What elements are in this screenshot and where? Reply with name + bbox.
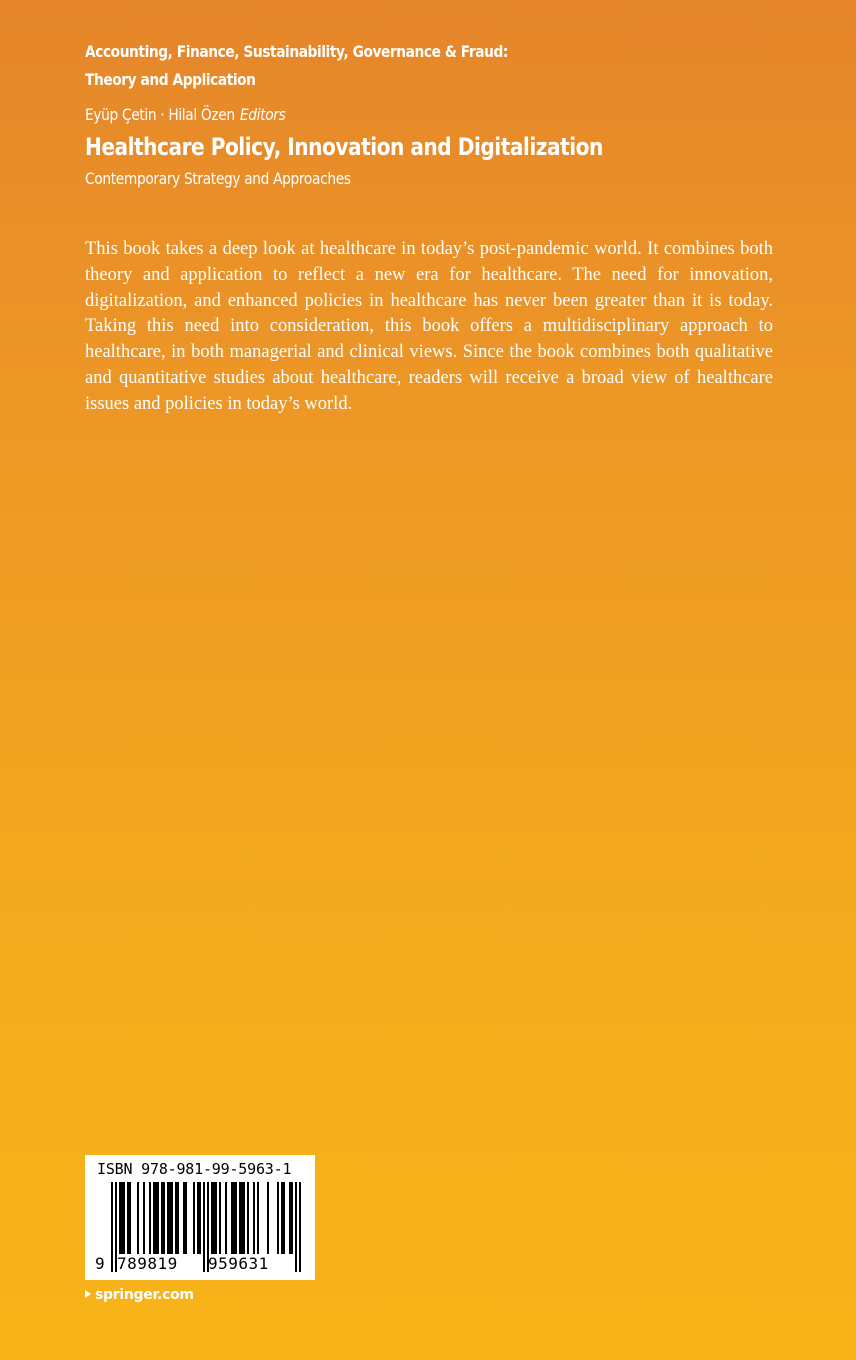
barcode-bar [253,1182,255,1254]
barcode-bar [283,1182,285,1254]
barcode-bar [183,1182,185,1254]
barcode-bar [213,1182,215,1254]
barcode-bar [257,1182,259,1254]
barcode-bar [247,1182,249,1254]
ean-right-digits: 959631 [208,1254,269,1273]
barcode-bar [225,1182,227,1254]
barcode-bar [163,1182,165,1254]
barcode-bar [243,1182,245,1254]
barcode-bar [155,1182,157,1254]
barcode-bar [233,1182,235,1254]
book-description: This book takes a deep look at healthcare in today’s post-pandemic world. It combines both theory and application to reflect a new era for healthcare. The need for innovation, digitalization, and enhanced policies in healthcare has never been greater than it is today. Taking this need into consideration, this book offers a multidisciplinary approach to healthcare, in both managerial and clinical views. Since the book combines both qualitative and quantitative studies about healthcare, readers will receive a broad view of healthcare issues and policies in today’s world. [85,239,773,414]
barcode-bar [211,1182,213,1254]
barcode-bar [299,1182,301,1272]
barcode-bar [129,1182,131,1254]
barcode-bar [291,1182,293,1254]
barcode-bar [167,1182,169,1254]
barcode-bar [219,1182,221,1254]
barcode-bar [137,1182,139,1254]
barcode-bar [289,1182,291,1254]
barcode-bar [267,1182,269,1254]
series-title [85,38,704,94]
series-title-line-2: Theory and Application [85,70,256,89]
editor-names: Eyüp Çetin · Hilal Özen [85,105,235,124]
barcode-bar [119,1182,121,1254]
publisher-link[interactable] [85,1285,194,1305]
barcode-bar [123,1182,125,1254]
arrow-right-icon [85,1290,91,1298]
ean-first-digit: 9 [95,1254,105,1273]
barcode-bar [197,1182,199,1254]
barcode-bar [177,1182,179,1254]
publisher-url: springer.com [95,1287,194,1303]
barcode-bar [153,1182,155,1254]
isbn-barcode [85,1155,315,1280]
ean-left-digits: 789819 [117,1254,178,1273]
barcode-bar [241,1182,243,1254]
barcode-bar [169,1182,171,1254]
barcode-bar [215,1182,217,1254]
barcode-bar [185,1182,187,1254]
barcode-bar [281,1182,283,1254]
barcode-bar [199,1182,201,1254]
barcode-bar [193,1182,195,1254]
barcode-bar [143,1182,145,1254]
barcode-bar [231,1182,233,1254]
barcode-bar [171,1182,173,1254]
book-subtitle: Contemporary Strategy and Approaches [85,169,351,188]
editors-line [85,104,285,126]
barcode-bar [111,1182,113,1272]
barcode-bar [121,1182,123,1254]
barcode-bar [277,1182,279,1254]
barcode-bar [295,1182,297,1272]
barcode-bar [149,1182,151,1254]
barcode-bar [239,1182,241,1254]
barcode-bar [161,1182,163,1254]
barcode-bar [157,1182,159,1254]
barcode-bar [127,1182,129,1254]
barcode-bar [175,1182,177,1254]
isbn-label: ISBN 978-981-99-5963-1 [97,1160,292,1178]
editors-role: Editors [239,105,286,124]
barcode-bar [235,1182,237,1254]
barcode-bar [203,1182,205,1272]
series-title-line-1: Accounting, Finance, Sustainability, Governance & Fraud: [85,42,508,61]
book-title: Healthcare Policy, Innovation and Digitalization [85,133,603,161]
